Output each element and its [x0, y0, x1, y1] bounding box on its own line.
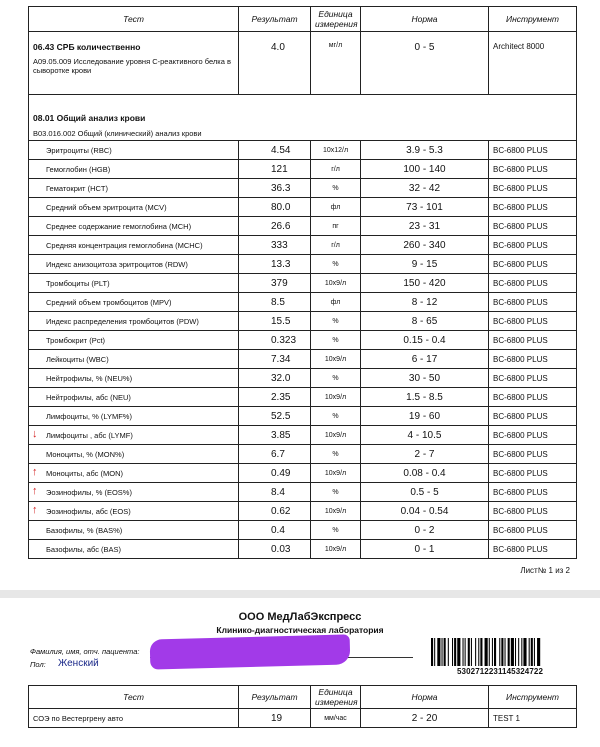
barcode-bar: [480, 638, 482, 666]
result-instrument: BC-6800 PLUS: [489, 141, 577, 160]
esr-norm: 2 - 20: [361, 709, 489, 728]
cbc-panel-row: [29, 127, 577, 141]
report-page-2: [0, 598, 600, 747]
result-unit: пг: [311, 217, 361, 236]
result-name-text: Гематокрит (HCT): [46, 183, 108, 193]
result-norm: 0.08 - 0.4: [361, 464, 489, 483]
result-unit: %: [311, 312, 361, 331]
result-name: [29, 236, 239, 255]
result-unit: %: [311, 255, 361, 274]
result-value: 8.4: [239, 483, 311, 502]
cbc-section-title: 08.01 Общий анализ крови: [33, 113, 146, 123]
barcode-bar: [463, 638, 464, 666]
result-name-text: Эритроциты (RBC): [46, 145, 112, 155]
result-name-text: Эозинофилы, абс (EOS): [46, 506, 131, 516]
result-value: 0.62: [239, 502, 311, 521]
result-instrument: BC-6800 PLUS: [489, 160, 577, 179]
result-name: [29, 274, 239, 293]
cbc-panel-title: B03.016.002 Общий (клинический) анализ крови: [29, 127, 577, 141]
result-value: 3.85: [239, 426, 311, 445]
result-value: 15.5: [239, 312, 311, 331]
result-name: [29, 445, 239, 464]
result-instrument: BC-6800 PLUS: [489, 293, 577, 312]
result-name-text: Тромбоциты (PLT): [46, 278, 110, 288]
abnormal-flag-icon: ↑: [32, 504, 38, 516]
barcode-number: 53027122311453247​22: [457, 667, 543, 676]
header-instrument: Инструмент: [489, 7, 577, 32]
crp-row: [29, 32, 577, 95]
result-name: [29, 198, 239, 217]
result-norm: 0.04 - 0.54: [361, 502, 489, 521]
lab-name: Клинико-диагностическая лаборатория: [216, 625, 384, 635]
barcode-bar: [531, 638, 533, 666]
barcode-bar: [511, 638, 514, 666]
table-row: [29, 198, 577, 217]
result-name: [29, 521, 239, 540]
table-row: [29, 388, 577, 407]
result-value: 8.5: [239, 293, 311, 312]
result-instrument: BC-6800 PLUS: [489, 521, 577, 540]
result-norm: 19 - 60: [361, 407, 489, 426]
table-row: [29, 179, 577, 198]
result-unit: фл: [311, 198, 361, 217]
barcode-bar: [442, 638, 443, 666]
sheet-number: Лист№ 1 из 2: [520, 566, 570, 575]
barcode-bar: [471, 638, 472, 666]
result-name: [29, 293, 239, 312]
result-name-text: Среднее содержание гемоглобина (MCH): [46, 221, 192, 231]
barcode-bar: [452, 638, 453, 666]
barcode-bar: [468, 638, 470, 666]
barcode-bar: [457, 638, 460, 666]
result-name-text: Гемоглобин (HGB): [46, 164, 111, 174]
result-norm: 9 - 15: [361, 255, 489, 274]
result-value: 4.54: [239, 141, 311, 160]
table-row: [29, 483, 577, 502]
abnormal-flag-icon: ↑: [32, 466, 38, 478]
result-norm: 4 - 10.5: [361, 426, 489, 445]
result-name: [29, 540, 239, 559]
result-norm: 260 - 340: [361, 236, 489, 255]
result-instrument: BC-6800 PLUS: [489, 312, 577, 331]
crp-code: 06.43 СРБ количественно: [33, 42, 141, 52]
result-name: [29, 483, 239, 502]
result-value: 7.34: [239, 350, 311, 369]
header-norm-2: Норма: [361, 686, 489, 709]
patient-name-label: Фамилия, имя, отч. пациента:: [30, 647, 140, 656]
barcode-bar: [521, 638, 522, 666]
barcode-bar: [437, 638, 440, 666]
result-instrument: BC-6800 PLUS: [489, 540, 577, 559]
result-instrument: BC-6800 PLUS: [489, 217, 577, 236]
result-norm: 30 - 50: [361, 369, 489, 388]
result-value: 379: [239, 274, 311, 293]
result-name-text: Средний объем тромбоцитов (MPV): [46, 297, 172, 307]
result-value: 0.03: [239, 540, 311, 559]
crp-result: 4.0: [239, 32, 311, 95]
result-name-text: Лейкоциты (WBC): [46, 354, 109, 364]
crp-unit: мг/л: [311, 32, 361, 95]
result-name: [29, 331, 239, 350]
result-name: [29, 160, 239, 179]
result-value: 333: [239, 236, 311, 255]
esr-result: 19: [239, 709, 311, 728]
result-norm: 23 - 31: [361, 217, 489, 236]
result-unit: 10x9/л: [311, 388, 361, 407]
result-value: 13.3: [239, 255, 311, 274]
table-row: [29, 369, 577, 388]
result-name-text: Нейтрофилы, % (NEU%): [46, 373, 133, 383]
table-row: [29, 350, 577, 369]
result-name: [29, 217, 239, 236]
table-row: [29, 293, 577, 312]
result-name-text: Нейтрофилы, абс (NEU): [46, 392, 131, 402]
result-value: 26.6: [239, 217, 311, 236]
result-norm: 150 - 420: [361, 274, 489, 293]
table-row: [29, 274, 577, 293]
sex-value: Женский: [58, 658, 99, 669]
result-unit: %: [311, 483, 361, 502]
barcode-bar: [501, 638, 503, 666]
esr-row: [29, 709, 577, 728]
header-result: Результат: [239, 7, 311, 32]
page-separator: [0, 590, 600, 598]
result-name-text: Эозинофилы, % (EOS%): [46, 487, 132, 497]
barcode-bar: [478, 638, 479, 666]
result-name: [29, 312, 239, 331]
result-name: [29, 502, 239, 521]
result-unit: %: [311, 179, 361, 198]
barcode-bar: [499, 638, 500, 666]
result-instrument: BC-6800 PLUS: [489, 445, 577, 464]
result-norm: 3.9 - 5.3: [361, 141, 489, 160]
result-value: 36.3: [239, 179, 311, 198]
result-value: 0.323: [239, 331, 311, 350]
results-table-page-2: [28, 685, 577, 728]
result-norm: 32 - 42: [361, 179, 489, 198]
result-instrument: BC-6800 PLUS: [489, 350, 577, 369]
table-header-row: [29, 7, 577, 32]
result-instrument: BC-6800 PLUS: [489, 236, 577, 255]
result-norm: 100 - 140: [361, 160, 489, 179]
result-instrument: BC-6800 PLUS: [489, 388, 577, 407]
result-instrument: BC-6800 PLUS: [489, 426, 577, 445]
barcode-bar: [492, 638, 493, 666]
barcode-bar: [465, 638, 466, 666]
result-instrument: BC-6800 PLUS: [489, 369, 577, 388]
result-name: [29, 179, 239, 198]
result-unit: %: [311, 407, 361, 426]
crp-norm: 0 - 5: [361, 32, 489, 95]
result-name-text: Тромбокрит (Pct): [46, 335, 106, 345]
table-row: [29, 217, 577, 236]
crp-test-cell: [29, 32, 239, 95]
abnormal-flag-icon: ↓: [32, 428, 38, 440]
redaction-mark: [150, 634, 351, 669]
result-name: [29, 141, 239, 160]
cbc-section-row: [29, 95, 577, 128]
result-unit: г/л: [311, 236, 361, 255]
table-header-row-page-2: [29, 686, 577, 709]
barcode-bar: [537, 638, 540, 666]
result-value: 2.35: [239, 388, 311, 407]
result-norm: 8 - 65: [361, 312, 489, 331]
barcode-bar: [529, 638, 530, 666]
crp-description: A09.05.009 Исследование уровня С-реактивного белка в сыворотке крови: [33, 57, 231, 75]
result-instrument: BC-6800 PLUS: [489, 198, 577, 217]
table-row: [29, 464, 577, 483]
table-row: [29, 540, 577, 559]
result-norm: 6 - 17: [361, 350, 489, 369]
result-name-text: Моноциты, % (MON%): [46, 449, 125, 459]
result-instrument: BC-6800 PLUS: [489, 483, 577, 502]
result-unit: 10x12/л: [311, 141, 361, 160]
org-name: ООО МедЛабЭкспресс: [238, 611, 362, 623]
result-norm: 0 - 1: [361, 540, 489, 559]
result-unit: 10x9/л: [311, 540, 361, 559]
result-name: [29, 350, 239, 369]
barcode-bar: [485, 638, 488, 666]
result-norm: 73 - 101: [361, 198, 489, 217]
table-row: [29, 445, 577, 464]
header-result-2: Результат: [239, 686, 311, 709]
result-value: 121: [239, 160, 311, 179]
result-unit: 10x9/л: [311, 426, 361, 445]
result-name-text: Средняя концентрация гемоглобина (MCHC): [46, 240, 203, 250]
header-test-2: Тест: [29, 686, 239, 709]
esr-instrument: TEST 1: [489, 709, 577, 728]
result-value: 0.4: [239, 521, 311, 540]
result-unit: 10x9/л: [311, 350, 361, 369]
result-instrument: BC-6800 PLUS: [489, 464, 577, 483]
result-unit: 10x9/л: [311, 464, 361, 483]
result-norm: 0.15 - 0.4: [361, 331, 489, 350]
result-name-text: Индекс анизоцитоза эритроцитов (RDW): [46, 259, 188, 269]
result-norm: 8 - 12: [361, 293, 489, 312]
esr-name: СОЭ по Вестергрену авто: [29, 709, 239, 728]
header-unit-2: Единица измерения: [311, 686, 361, 709]
table-row: [29, 521, 577, 540]
result-value: 0.49: [239, 464, 311, 483]
result-name-text: Базофилы, абс (BAS): [46, 544, 122, 554]
table-row: [29, 312, 577, 331]
barcode-bar: [434, 638, 435, 666]
barcode: [430, 638, 570, 666]
result-name: [29, 407, 239, 426]
result-value: 32.0: [239, 369, 311, 388]
result-unit: %: [311, 521, 361, 540]
table-row: [29, 502, 577, 521]
esr-unit: мм/час: [311, 709, 361, 728]
result-name-text: Средний объем эритроцита (MCV): [46, 202, 167, 212]
barcode-bar: [494, 638, 496, 666]
result-name-text: Индекс распределения тромбоцитов (PDW): [46, 316, 199, 326]
barcode-bar: [475, 638, 476, 666]
table-row: [29, 255, 577, 274]
result-norm: 0 - 2: [361, 521, 489, 540]
barcode-bar: [508, 638, 510, 666]
header-instrument-2: Инструмент: [489, 686, 577, 709]
results-table: [28, 6, 577, 559]
result-value: 52.5: [239, 407, 311, 426]
result-name: [29, 369, 239, 388]
table-row: [29, 407, 577, 426]
header-unit: Единица измерения: [311, 7, 361, 32]
result-name-text: Моноциты, абс (MON): [46, 468, 124, 478]
barcode-bar: [448, 638, 449, 666]
table-row: [29, 236, 577, 255]
result-norm: 0.5 - 5: [361, 483, 489, 502]
result-name: [29, 464, 239, 483]
sex-label: Пол:: [30, 660, 46, 669]
barcode-bar: [505, 638, 506, 666]
result-name-text: Лимфоциты, % (LYMF%): [46, 411, 132, 421]
result-instrument: BC-6800 PLUS: [489, 255, 577, 274]
barcode-bar: [444, 638, 446, 666]
barcode-bar: [515, 638, 516, 666]
result-unit: %: [311, 445, 361, 464]
result-instrument: BC-6800 PLUS: [489, 179, 577, 198]
barcode-bar: [454, 638, 456, 666]
result-name-text: Базофилы, % (BAS%): [46, 525, 123, 535]
result-instrument: BC-6800 PLUS: [489, 407, 577, 426]
table-row: [29, 141, 577, 160]
barcode-bar: [523, 638, 526, 666]
result-norm: 1.5 - 8.5: [361, 388, 489, 407]
abnormal-flag-icon: ↑: [32, 485, 38, 497]
barcode-bar: [534, 638, 535, 666]
result-instrument: BC-6800 PLUS: [489, 274, 577, 293]
result-unit: г/л: [311, 160, 361, 179]
result-value: 80.0: [239, 198, 311, 217]
result-value: 6.7: [239, 445, 311, 464]
table-row: [29, 160, 577, 179]
result-norm: 2 - 7: [361, 445, 489, 464]
result-unit: %: [311, 331, 361, 350]
crp-instrument: Architect 8000: [489, 32, 577, 95]
barcode-bar: [518, 638, 519, 666]
header-norm: Норма: [361, 7, 489, 32]
header-test: Тест: [29, 7, 239, 32]
result-instrument: BC-6800 PLUS: [489, 502, 577, 521]
result-name: [29, 426, 239, 445]
result-name: [29, 388, 239, 407]
result-unit: фл: [311, 293, 361, 312]
table-row: [29, 426, 577, 445]
barcode-bar: [489, 638, 490, 666]
result-name: [29, 255, 239, 274]
result-name-text: Лимфоциты , абс (LYMF): [46, 430, 133, 440]
result-unit: %: [311, 369, 361, 388]
result-instrument: BC-6800 PLUS: [489, 331, 577, 350]
barcode-bar: [431, 638, 433, 666]
result-unit: 10x9/л: [311, 274, 361, 293]
table-row: [29, 331, 577, 350]
result-unit: 10x9/л: [311, 502, 361, 521]
